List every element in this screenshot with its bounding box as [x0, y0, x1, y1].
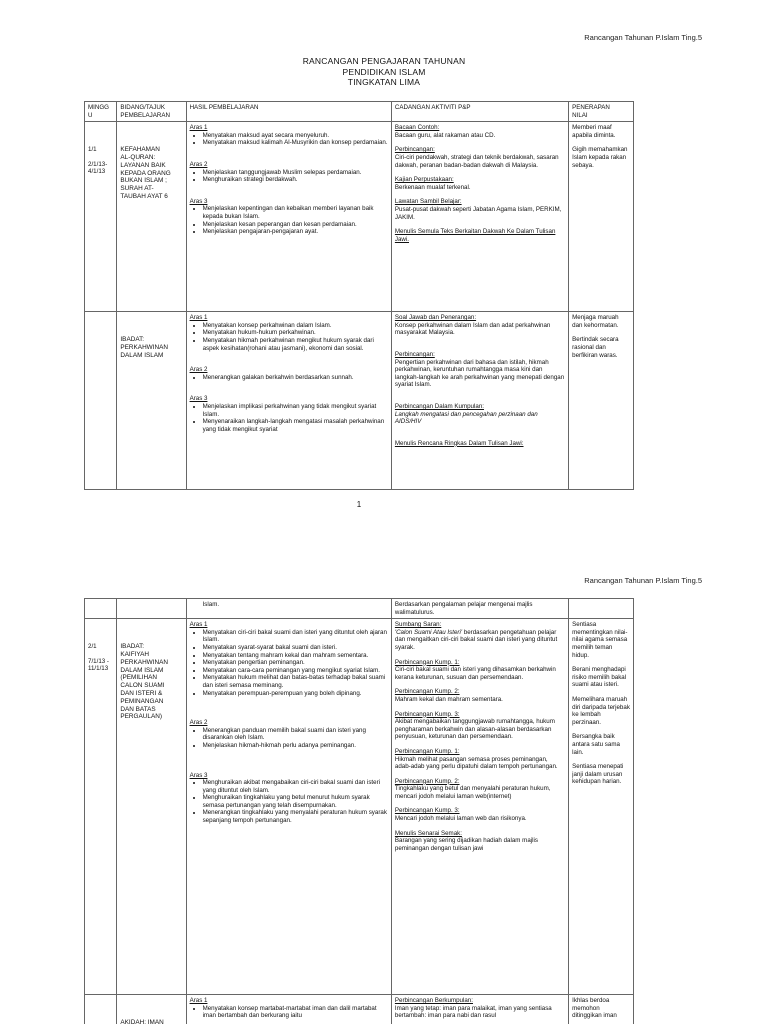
col-header-hasil: HASIL PEMBELAJARAN [186, 102, 391, 122]
running-header: Rancangan Tahunan P.Islam Ting.5 [584, 33, 702, 42]
activity-text: Pengertian perkahwinan dari bahasa dan istilah, hikmah perkahwinan, keruntuhan rumahtangga masa kini dan langkah-langkah ke arah perkahwinan yang menepati dengan syariat Islam. [394, 358, 565, 389]
col-header-bidang: BIDANG/TAJUK PEMBELAJARAN [117, 102, 186, 122]
activity-heading: Perbincangan: [394, 146, 435, 154]
running-header: Rancangan Tahunan P.Islam Ting.5 [584, 576, 702, 585]
activity-text: Ciri-ciri pendakwah, strategi dan teknik berdakwah, sasaran dakwah, peranan badan-badan dakwah di Malaysia. [394, 153, 559, 169]
activity-text: Berdasarkan pengalaman pelajar mengenai majlis walimatulurus. [394, 601, 533, 616]
activity-heading: Perbincangan Kump. 3: [394, 710, 460, 718]
activity-cell [391, 599, 568, 619]
activity-cell [391, 122, 568, 312]
nilai-cell [569, 995, 634, 1024]
activity-text: Bacaan guru, alat rakaman atau CD. [394, 131, 496, 139]
list-item: • Menjelaskan hikmah-hikmah perlu adanya peminangan. [203, 742, 388, 750]
list-item: • Menyatakan tentang mahram kekal dan mahram sementara. [203, 652, 388, 660]
activity-text: Iman yang tetap: iman para malaikat, iman yang sentiasa bertambah: iman para nabi dan rasul [394, 1004, 552, 1020]
topic-cell [117, 599, 186, 619]
table-row [85, 312, 634, 490]
activity-cell [391, 619, 568, 995]
activity-heading: Perbincangan Kump. 1: [394, 658, 460, 666]
table-row [85, 995, 634, 1024]
list-item: • Menyatakan cara-cara peminangan yang mengikut syariat Islam. [203, 667, 388, 675]
topic-cell [117, 619, 186, 995]
activity-heading: Lawatan Sambil Belajar: [394, 198, 462, 206]
activity-text: Hikmah melihat pasangan semasa proses peminangan, adab-adab yang perlu dipatuhi dalam tempoh pertunangan. [394, 755, 558, 771]
list-item-continued: Islam. [202, 601, 220, 608]
list-item: • Menyatakan hukum-hukum perkahwinan. [203, 329, 388, 337]
topic-cell [117, 312, 186, 490]
level-label: Aras 1 [189, 997, 208, 1005]
topic-cell [117, 995, 186, 1024]
value-text: Memelihara maruah diri daripada terjebak ke lembah perzinaan. [572, 695, 630, 726]
activity-text-rest: berdasarkan pengetahuan pelajar dan mengaitkan ciri-ciri bakal suami dan isteri yang dituntut syarak. [394, 628, 558, 651]
week-cell [85, 619, 117, 995]
nilai-cell [569, 122, 634, 312]
title-line-2: PENDIDIKAN ISLAM [342, 66, 426, 77]
activity-heading: Perbincangan Kump. 2: [394, 688, 460, 696]
activity-heading: Menulis Senarai Semak: [394, 829, 462, 837]
table-row [85, 619, 634, 995]
activity-heading: Perbincangan Dalam Kumpulan: [394, 402, 484, 410]
activity-text: Mencari jodoh melalui laman web dan risikonya. [394, 815, 527, 823]
list-item: • Menyenaraikan langkah-langkah mengatasi masalah perkahwinan yang tidak mengikut syariat [203, 418, 388, 433]
page-gap [0, 520, 768, 560]
activity-text: Konsep perkahwinan dalam Islam dan adat perkahwinan masyarakat Malaysia. [394, 321, 551, 337]
title-line-3: TINGKATAN LIMA [347, 77, 421, 87]
activity-cell [391, 995, 568, 1024]
activity-text: Langkah mengatasi dan pencegahan perzinaan dan AIDS/HIV [394, 410, 538, 426]
value-text: Sentiasa menepati janji dalam urusan kehidupan harian. [572, 763, 624, 786]
activity-text: Tingkahlaku yang betul dan menyalahi peraturan hukum, mencari jodoh melalui laman web(internet) [394, 785, 551, 800]
learning-outcomes-list [190, 374, 388, 382]
value-text: Memberi maaf apabila diminta. [572, 124, 616, 139]
level-label: Aras 2 [189, 719, 208, 727]
value-text: Ikhlas berdoa memohon ditinggikan iman [572, 997, 617, 1020]
list-item: • Menghuraikan tingkahlaku yang betul menurut hukum syarak semasa pertunangan yang telah disempurnakan. [203, 794, 388, 809]
week-cell [85, 599, 117, 619]
lesson-plan-table [84, 101, 634, 490]
value-text: Gigih memahamkan Islam kepada rakan sebaya. [572, 146, 628, 169]
nilai-cell [569, 312, 634, 490]
activity-heading: Bacaan Contoh: [394, 124, 440, 132]
col-header-aktiviti: CADANGAN AKTIVITI P&P [391, 102, 568, 122]
list-item: • Menjelaskan kesan peperangan dan kesan perdamaian. [203, 221, 388, 229]
level-label: Aras 1 [189, 314, 208, 322]
activity-heading: Perbincangan Kump. 3: [394, 807, 460, 815]
topic-title: IBADAT: PERKAHWINAN DALAM ISLAM [120, 336, 168, 359]
list-item: • Menyatakan syarat-syarat bakal suami dan isteri. [203, 644, 388, 652]
learning-outcomes-list [190, 205, 388, 235]
list-item: • Menyatakan konsep perkahwinan dalam Islam. [203, 322, 388, 330]
activity-heading: Kajian Perpustakaan: [394, 176, 454, 184]
activity-text: Berkenaan mualaf terkenal. [394, 183, 471, 191]
title-line-1: RANCANGAN PENGAJARAN TAHUNAN [302, 56, 466, 66]
activity-heading: Sumbang Saran: [394, 621, 442, 629]
col-header-nilai: PENERAPAN NILAI [569, 102, 634, 122]
list-item: • Menyatakan maksud ayat secara menyeluruh. [203, 132, 388, 140]
learning-outcomes-list [190, 629, 388, 697]
list-item: • Menyatakan hukum melihat dan batas-batas terhadap bakal suami dan isteri semasa meminang. [203, 674, 388, 689]
list-item: • Menghuraikan akibat mengabaikan ciri-ciri bakal suami dan isteri yang dituntut oleh Islam. [203, 779, 388, 794]
activity-text: Ciri-ciri bakal suami dan isteri yang dihasamkan berkahwin kerana keturunan, susuan dan persemendaan. [394, 666, 556, 681]
list-item: • Menyatakan hikmah perkahwinan mengikut hukum syarak dari aspek kesihatan(rohani atau jasmani), ekonomi dan sosial. [203, 337, 388, 352]
hasil-cell [186, 995, 391, 1024]
activity-text: Barangan yang sering dijadikan hadiah dalam majlis peminangan dengan tulisan jawi [394, 837, 538, 852]
topic-title: IBADAT: KAIFIYAH PERKAHWINAN DALAM ISLAM (PEMILIHAN CALON SUAMI DAN ISTERI & PEMINANGAN DAN BATAS PERGAULAN) [120, 643, 168, 721]
learning-outcomes-list [190, 1005, 388, 1020]
activity-heading: Perbincangan Kump. 1: [394, 747, 460, 755]
page-number: 1 [356, 500, 362, 509]
week-cell [85, 312, 117, 490]
value-text: Menjaga maruah dan kehormatan. [572, 314, 619, 329]
activity-heading: Menulis Rencana Ringkas Dalam Tulisan Jawi: [394, 439, 524, 447]
list-item: • Menyatakan perempuan-perempuan yang boleh dipinang. [203, 690, 388, 698]
week-number: 1/1 [88, 146, 97, 154]
table-row [85, 122, 634, 312]
week-dates: 2/1/13- 4/1/13 [88, 160, 108, 176]
learning-outcomes-list [190, 779, 388, 825]
list-item: • Menjelaskan pengajaran-pengajaran ayat. [203, 228, 388, 236]
level-label: Aras 2 [189, 160, 208, 168]
level-label: Aras 1 [189, 124, 208, 132]
learning-outcomes-list [190, 169, 388, 184]
table-row [85, 599, 634, 619]
list-item: • Menyatakan maksud kalimah Al-Musyrikin dan konsep perdamaian. [203, 139, 388, 147]
list-item: • Menyatakan pengertian peminangan. [203, 659, 388, 667]
list-item: • Menerangkan galakan berkahwin berdasarkan sunnah. [203, 374, 388, 382]
level-label: Aras 3 [189, 771, 208, 779]
topic-title: AKIDAH: IMAN [120, 1019, 164, 1024]
level-label: Aras 2 [189, 366, 208, 374]
nilai-cell [569, 599, 634, 619]
learning-outcomes-list [190, 132, 388, 147]
col-header-minggu: MINGG U [85, 102, 117, 122]
list-item: • Menjelaskan implikasi perkahwinan yang tidak mengikut syariat Islam. [203, 403, 388, 418]
activity-heading: Soal Jawab dan Penerangan: [394, 314, 477, 322]
activity-heading: Perbincangan Kump. 2: [394, 777, 460, 785]
activity-text: Mahram kekal dan mahram sementara. [394, 695, 503, 703]
list-item: • Menerangkan panduan memilih bakal suami dan isteri yang disarankan oleh Islam. [203, 727, 388, 742]
list-item: • Menerangkan tingkahlaku yang menyalahi peraturan hukum syarak sepanjang tempoh pertunangan. [203, 809, 388, 824]
week-cell [85, 995, 117, 1024]
hasil-cell [186, 312, 391, 490]
week-dates: 7/1/13 - 11/1/13 [88, 657, 109, 673]
list-item: • Menghuraikan strategi berdakwah. [203, 176, 388, 184]
week-number: 2/1 [88, 643, 97, 651]
hasil-cell [186, 619, 391, 995]
activity-heading: Menulis Semula Teks Berkaitan Dakwah Ke Dalam Tulisan Jawi. [394, 228, 556, 243]
table-header-row [85, 102, 634, 122]
level-label: Aras 1 [189, 621, 208, 629]
learning-outcomes-list [190, 727, 388, 750]
list-item: • Menyatakan konsep martabat-martabat iman dan dalil martabat iman bertambah dan berkurang iaitu [203, 1005, 388, 1020]
activity-text: Akibat mengabaikan tanggungjawab rumahtangga, hukum pengharaman berkahwin dan alasan-alasan berdasarkan penyusuan, keturunan dan persemendaan. [394, 718, 555, 741]
topic-title: KEFAHAMAN AL-QURAN: LAYANAN BAIK KEPADA ORANG BUKAN ISLAM ; SURAH AT- TAUBAH AYAT 6 [120, 146, 171, 200]
learning-outcomes-list [190, 322, 388, 352]
value-text: Sentiasa mementingkan nilai-nilai agama semasa memilih teman hidup. [572, 621, 628, 659]
nilai-cell [569, 619, 634, 995]
activity-quote: 'Calon Suami Atau Isteri' [394, 628, 463, 636]
hasil-cell [186, 122, 391, 312]
level-label: Aras 3 [189, 197, 208, 205]
activity-text [395, 629, 565, 652]
list-item: • Menyatakan ciri-ciri bakal suami dan isteri yang dituntut oleh ajaran Islam. [203, 629, 388, 644]
activity-heading: Perbincangan Berkumpulan: [394, 997, 473, 1005]
value-text: Bertindak secara rasional dan berfikiran waras. [572, 336, 619, 359]
list-item: • Menjelaskan tanggungjawab Muslim selepas perdamaian. [203, 169, 388, 177]
lesson-plan-table-continued [84, 598, 634, 1024]
learning-outcomes-list [190, 403, 388, 433]
activity-heading: Perbincangan: [394, 350, 435, 358]
level-label: Aras 3 [189, 395, 208, 403]
hasil-cell [186, 599, 391, 619]
activity-text: Pusat-pusat dakwah seperti Jabatan Agama Islam, PERKIM, JAKIM. [394, 205, 562, 221]
document-title [0, 56, 768, 88]
week-cell [85, 122, 117, 312]
list-item: • Menjelaskan kepentingan dan kebaikan memberi layanan baik kepada bukan Islam. [203, 205, 388, 220]
page-2 [0, 560, 768, 1024]
value-text: Bersangka baik antara satu sama lain. [572, 733, 620, 756]
value-text: Berani menghadapi risiko memilih bakal suami atau isteri. [572, 666, 627, 689]
activity-cell [391, 312, 568, 490]
topic-cell [117, 122, 186, 312]
